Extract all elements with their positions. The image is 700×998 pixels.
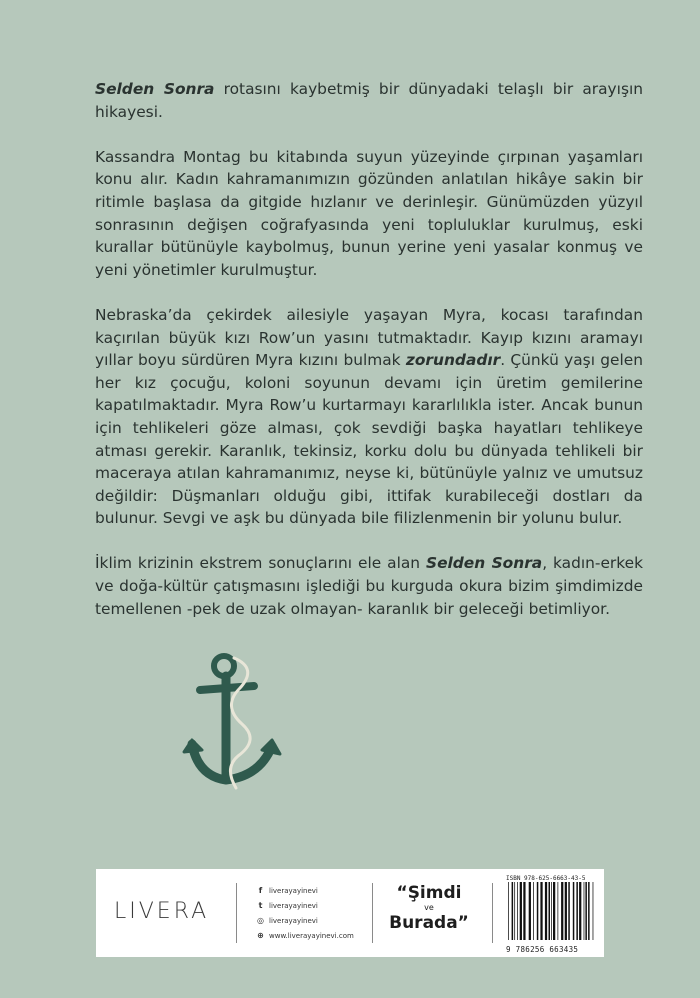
barcode-bar — [551, 882, 552, 940]
series-line-2: Burada” — [389, 913, 469, 933]
book-title-inline: Selden Sonra — [95, 80, 215, 98]
barcode-number: 9 786256 663435 — [506, 945, 579, 954]
instagram-icon: ◎ — [257, 916, 264, 925]
barcode — [506, 882, 598, 940]
blurb-paragraph-3 — [95, 304, 643, 530]
series-connector: ve — [424, 903, 434, 912]
barcode-bar — [558, 882, 559, 940]
blurb-text: . Çünkü yaşı gelen her kız çocuğu, koloni soyunun devamı için üretim gemilerine kapatılmaktadır. Myra Row’u kurtarmayı kararlılıkla ister. Ancak bunun için tehlikeleri göze alması, çok sevdiği başka hayatları tehlikeye atması gerekir. Karanlık, tekinsiz, korku dolu bu dünyada tehlikeli bir maceraya atılan kahramanımız, neyse ki, bütünüyle yalnız ve umutsuz değildir: Düşmanları olduğu gibi, ittifak kurabileceği dostları da bulunur. Sevgi ve aşk bu dünyada bile filizlenmenin bir yolunu bulur. — [95, 351, 643, 528]
website-url: www.liverayayinevi.com — [269, 931, 354, 940]
publisher-logo: LIVERA — [114, 899, 210, 924]
series-logo — [384, 883, 474, 933]
social-instagram[interactable] — [256, 913, 376, 928]
blurb-text: rotasını kaybetmiş bir dünyadaki telaşlı bir arayışın hikayesi. — [95, 80, 643, 121]
barcode-bar — [517, 882, 518, 940]
barcode-bar — [540, 882, 542, 940]
barcode-bar — [593, 882, 594, 940]
social-handle: liverayayinevi — [269, 901, 318, 910]
blurb-text: İklim krizinin ekstrem sonuçlarını ele alan — [95, 554, 426, 573]
barcode-bar — [520, 882, 522, 940]
divider — [236, 883, 237, 943]
emphasis-text: zorundadır — [405, 351, 501, 370]
barcode-bar — [568, 882, 570, 940]
barcode-bar — [561, 882, 563, 940]
book-title-inline: Selden Sonra — [425, 554, 543, 573]
social-twitter[interactable] — [256, 898, 376, 913]
blurb-text: , kadın-erkek ve doğa-kültür çatışmasını işlediği bu kurguda okura bizim şimdimizde temellenen -pek de uzak olmayan- karanlık bir geleceği betimliyor. — [95, 554, 643, 618]
blurb-paragraph-1 — [95, 78, 643, 123]
anchor-icon — [180, 648, 290, 798]
barcode-bar — [514, 882, 515, 940]
publisher-footer — [96, 869, 604, 957]
barcode-bar — [573, 882, 575, 940]
barcode-bar — [576, 882, 578, 940]
series-line-1: “Şimdi — [396, 883, 462, 903]
blurb-text: Nebraska’da çekirdek ailesiyle yaşayan Myra, kocası tarafından kaçırılan büyük kızı Row’un yasını tutmaktadır. Kayıp kızını aramayı yıllar boyu sürdüren Myra kızını bulmak — [95, 305, 643, 370]
barcode-bar — [565, 882, 567, 940]
barcode-bar — [579, 882, 581, 940]
social-handle: liverayayinevi — [269, 886, 318, 895]
facebook-icon: f — [258, 886, 263, 895]
social-website[interactable] — [256, 928, 376, 943]
isbn-barcode — [506, 875, 598, 954]
divider — [492, 883, 493, 943]
isbn-label: ISBN 978-625-6663-43-5 — [506, 875, 586, 882]
barcode-bar — [529, 882, 531, 940]
barcode-bar — [584, 882, 585, 940]
back-cover-blurb — [95, 78, 643, 643]
barcode-bar — [512, 882, 513, 940]
barcode-bar — [588, 882, 590, 940]
barcode-bar — [545, 882, 547, 940]
barcode-bar — [549, 882, 551, 940]
social-handle: liverayayinevi — [269, 916, 318, 925]
barcode-bar — [537, 882, 539, 940]
blurb-paragraph-2: Kassandra Montag bu kitabında suyun yüzeyinde çırpınan yaşamları konu alır. Kadın kahramanımızın gözünden anlatılan hikâye sakin bir ritimle başlasa da gitgide hızlanır ve derinleşir. Günümüzden yüzyıl sonrasının değişen coğrafyasında yeni topluluklar kurulmuş, eski kurallar bütünüyle kaybolmuş, bunun yerine yeni yasalar konmuş ve yeni yönetimler kurulmuştur. — [95, 147, 643, 279]
barcode-bar — [508, 882, 509, 940]
barcode-bar — [533, 882, 534, 940]
barcode-bar — [585, 882, 587, 940]
twitter-icon: t — [258, 901, 263, 910]
social-facebook[interactable] — [256, 883, 376, 898]
divider — [372, 883, 373, 943]
blurb-paragraph-4 — [95, 552, 643, 620]
barcode-bar — [553, 882, 555, 940]
globe-icon: ⊕ — [257, 931, 264, 940]
barcode-bar — [523, 882, 525, 940]
social-links — [256, 883, 376, 943]
